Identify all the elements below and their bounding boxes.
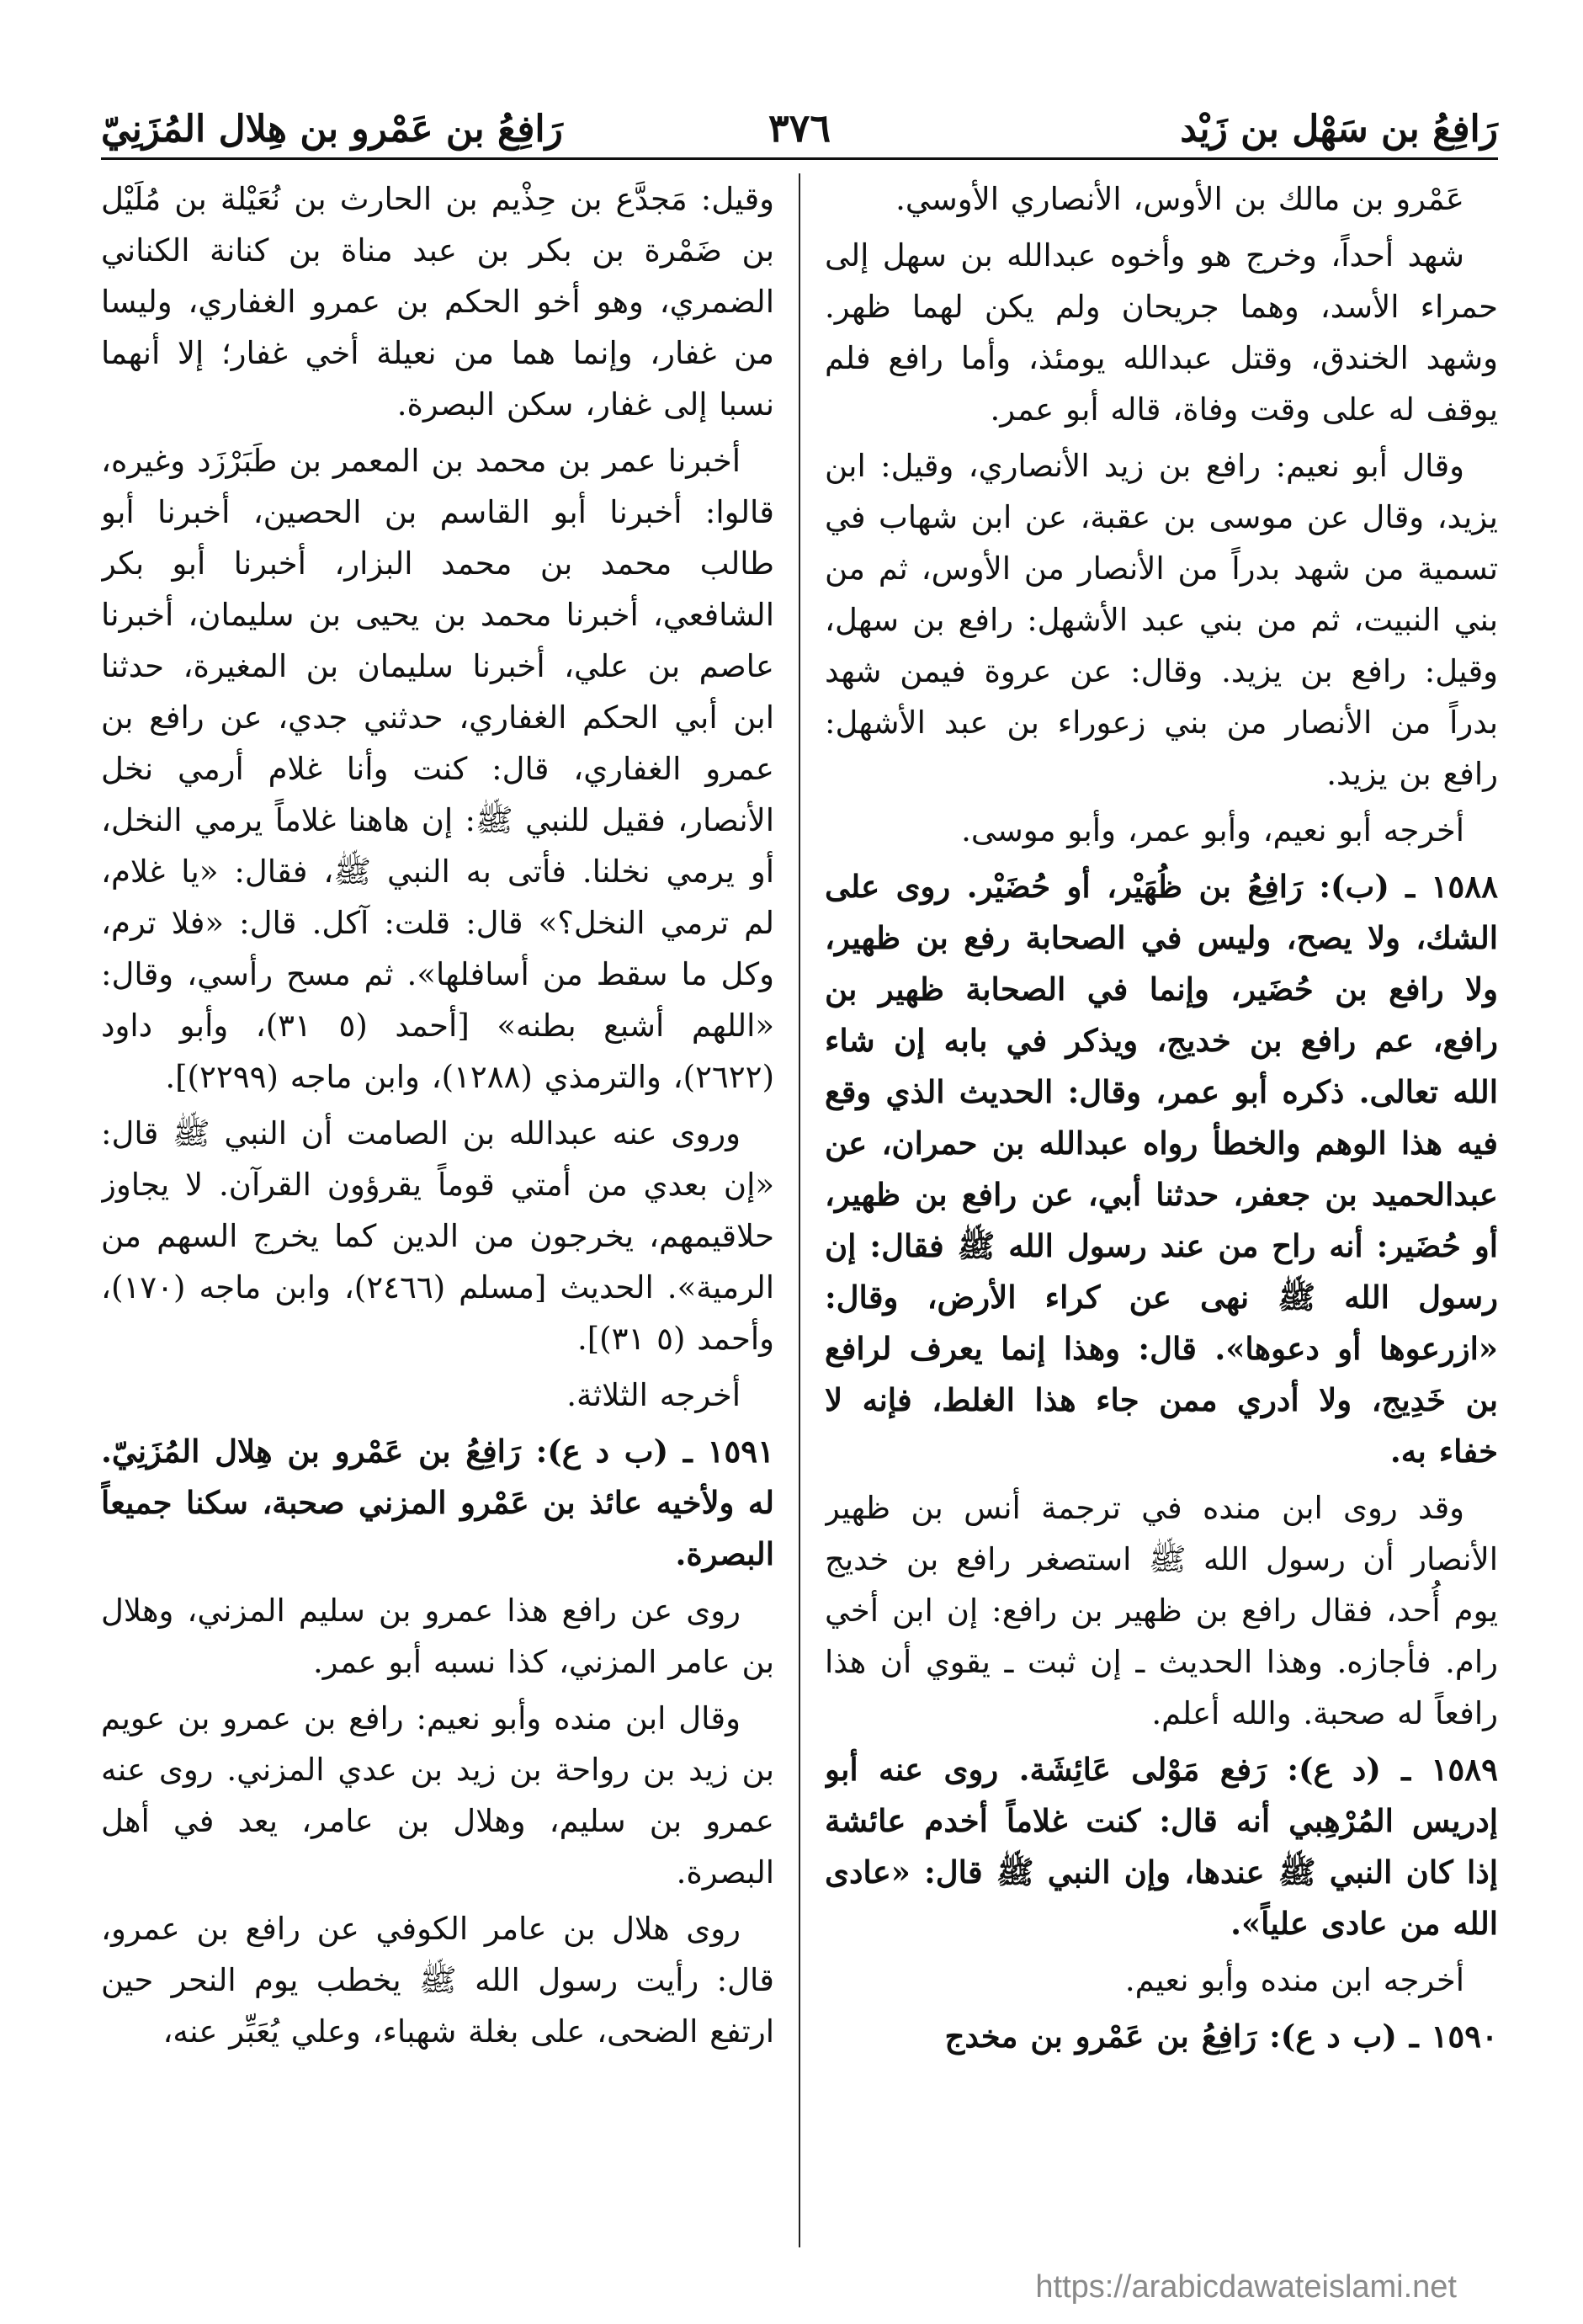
- column-divider: [799, 173, 800, 2247]
- paragraph: وقيل: مَجدَّع بن حِذْيم بن الحارث بن نُعَيْلة بن مُلَيْل بن ضَمْرة بن بكر بن عبد مناة بن كنانة الكناني الضمري، وهو أخو الحكم بن عمرو الغفاري، وليسا من غفار، وإنما هما من نعيلة أخي غفار؛ إلا أنهما نسبا إلى غفار، سكن البصرة.: [101, 181, 774, 423]
- paragraph: أخرجه أبو نعيم، وأبو عمر، وأبو موسى.: [961, 812, 1464, 848]
- paragraph: وقال ابن منده وأبو نعيم: رافع بن عمرو بن عويم بن زيد بن رواحة بن زيد بن عدي المزني. روى عنه عمرو بن سليم، وهلال بن عامر، يعد في أهل البصرة.: [101, 1700, 774, 1891]
- entry-1590: ١٥٩٠ ـ (ب د ع): رَافِعُ بن عَمْرو بن مخدج: [944, 2018, 1498, 2055]
- page: [101, 93, 1498, 2247]
- text-columns: [101, 173, 1498, 2247]
- paragraph: عَمْرو بن مالك بن الأوس، الأنصاري الأوسي.: [895, 181, 1464, 217]
- page-header: [101, 93, 1498, 160]
- watermark-url: https://arabicdawateislami.net: [1035, 2269, 1457, 2305]
- paragraph: أخبرنا عمر بن محمد بن المعمر بن طَبَرْزَد وغيره، قالوا: أخبرنا أبو القاسم بن الحصين، أخبرنا أبو طالب محمد بن محمد البزار، أخبرنا أبو بكر الشافعي، أخبرنا محمد بن يحيى بن سليمان، أخبرنا عاصم بن علي، أخبرنا سليمان بن المغيرة، حدثنا ابن أبي الحكم الغفاري، حدثني جدي، عن رافع بن عمرو الغفاري، قال: كنت وأنا غلام أرمي نخل الأنصار، فقيل للنبي ﷺ: إن هاهنا غلاماً يرمي النخل، أو يرمي نخلنا. فأتى به النبي ﷺ، فقال: «يا غلام، لم ترمي النخل؟» قال: قلت: آكل. قال: «فلا ترم، وكل ما سقط من أسافلها». ثم مسح رأسي، وقال: «اللهم أشبع بطنه» [أحمد (٥ ٣١)، وأبو داود (٢٦٢٢)، والترمذي (١٢٨٨)، وابن ماجه (٢٢٩٩)].: [101, 443, 774, 1095]
- paragraph: أخرجه الثلاثة.: [566, 1377, 741, 1413]
- right-column: [825, 173, 1498, 2247]
- running-title-right: رَافِعُ بن سَهْل بن زَيْد: [1180, 108, 1498, 151]
- running-title-left: رَافِعُ بن عَمْرو بن هِلال المُزَنِيّ: [101, 108, 563, 151]
- entry-1591: ١٥٩١ ـ (ب د ع): رَافِعُ بن عَمْرو بن هِلال المُزَنِيّ. له ولأخيه عائذ بن عَمْرو المزني صحبة، سكنا جميعاً البصرة.: [101, 1433, 774, 1572]
- page-number: ٣٧٦: [768, 105, 831, 151]
- entry-1589: ١٥٨٩ ـ (د ع): رَفع مَوْلى عَائِشَة. روى عنه أبو إدريس المُرْهِبي أنه قال: كنت غلاماً أخدم عائشة إذا كان النبي ﷺ عندها، وإن النبي ﷺ قال: «عادى الله من عادى علياً».: [825, 1751, 1498, 1942]
- left-column: [101, 173, 774, 2247]
- paragraph: وقال أبو نعيم: رافع بن زيد الأنصاري، وقيل: ابن يزيد، وقال عن موسى بن عقبة، عن ابن شهاب في تسمية من شهد بدراً من الأنصار من الأوس، ثم من بني النبيت، ثم من بني عبد الأشهل: رافع بن سهل، وقيل: رافع بن يزيد. وقال: عن عروة فيمن شهد بدراً من الأنصار من بني زعوراء بن عبد الأشهل: رافع بن يزيد.: [825, 448, 1498, 792]
- entry-1588: ١٥٨٨ ـ (ب): رَافِعُ بن ظُهَيْر، أو حُضَيْر. روى على الشك، ولا يصح، وليس في الصحابة رفع بن ظهير، ولا رافع بن حُضَير، وإنما في الصحابة ظهير بن رافع، عم رافع بن خديج، ويذكر في بابه إن شاء الله تعالى. ذكره أبو عمر، وقال: الحديث الذي وقع فيه هذا الوهم والخطأ رواه عبدالله بن حمران، عن عبدالحميد بن جعفر، حدثنا أبي، عن رافع بن ظهير، أو حُضَير: أنه راح من عند رسول الله ﷺ فقال: إن رسول الله ﷺ نهى عن كراء الأرض، وقال: «ازرعوها أو دعوها». قال: وهذا إنما يعرف لرافع بن خَدِيج، ولا أدري ممن جاء هذا الغلط، فإنه لا خفاء به.: [825, 868, 1498, 1470]
- paragraph: روى عن رافع هذا عمرو بن سليم المزني، وهلال بن عامر المزني، كذا نسبه أبو عمر.: [101, 1593, 774, 1680]
- paragraph: أخرجه ابن منده وأبو نعيم.: [1124, 1962, 1464, 1998]
- paragraph: شهد أحداً، وخرج هو وأخوه عبدالله بن سهل إلى حمراء الأسد، وهما جريحان ولم يكن لهما ظهر. وشهد الخندق، وقتل عبدالله يومئذ، وأما رافع فلم يوقف له على وقت وفاة، قاله أبو عمر.: [825, 237, 1498, 428]
- paragraph: وقد روى ابن منده في ترجمة أنس بن ظهير الأنصار أن رسول الله ﷺ استصغر رافع بن خديج يوم أُحد، فقال رافع بن ظهير بن رافع: إن ابن أخي رام. فأجازه. وهذا الحديث ـ إن ثبت ـ يقوي أن هذا رافعاً له صحبة. والله أعلم.: [825, 1490, 1498, 1731]
- paragraph: روى هلال بن عامر الكوفي عن رافع بن عمرو، قال: رأيت رسول الله ﷺ يخطب يوم النحر حين ارتفع الضحى، على بغلة شهباء، وعلي يُعَبِّر عنه،: [101, 1911, 774, 2050]
- paragraph: وروى عنه عبدالله بن الصامت أن النبي ﷺ قال: «إن بعدي من أمتي قوماً يقرؤون القرآن. لا يجاوز حلاقيمهم، يخرجون من الدين كما يخرج السهم من الرمية». الحديث [مسلم (٢٤٦٦)، وابن ماجه (١٧٠)، وأحمد (٥ ٣١)].: [101, 1115, 774, 1357]
